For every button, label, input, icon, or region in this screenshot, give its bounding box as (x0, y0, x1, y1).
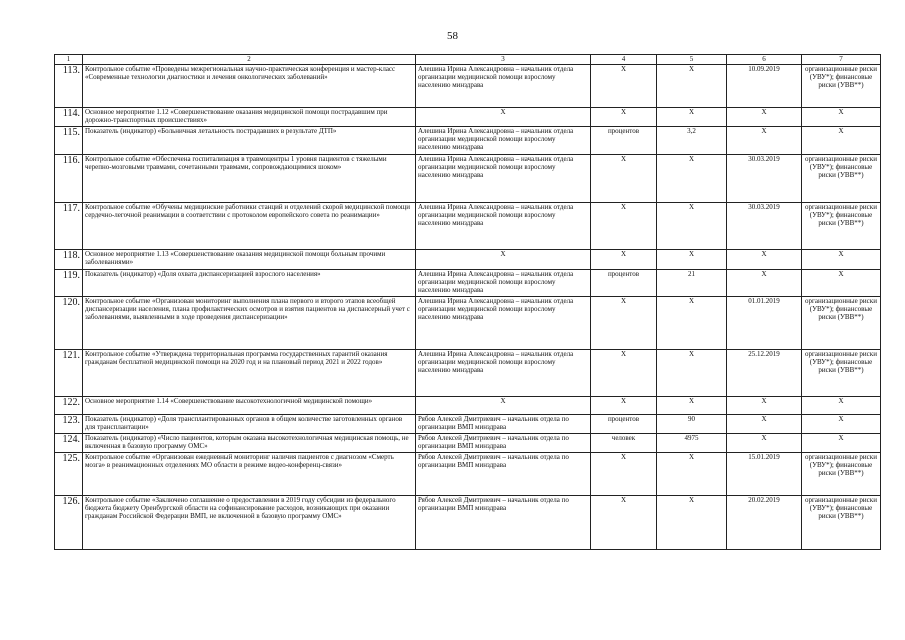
table-row (55, 250, 881, 270)
row-description: Основное мероприятие 1.13 «Совершенствование оказания медицинской помощи больным прочими заболеваниями» (83, 250, 416, 270)
page-number: 58 (447, 30, 458, 42)
row-risks: организационные риски (УВУ*); финансовые риски (УВВ**) (802, 297, 881, 350)
row-responsible: Алешина Ирина Александровна – начальник отдела организации медицинской помощи взрослому населению минздрава (416, 297, 591, 350)
row-unit: процентов (591, 415, 657, 434)
row-responsible: X (416, 397, 591, 415)
row-description: Контрольное событие «Организован мониторинг выполнения плана первого и второго этапов всеобщей диспансеризации населения, плана профилактических осмотров и взятия пациентов на диспансерный учет с заболеваниями, выявленными в ходе проведения диспансеризации» (83, 297, 416, 350)
row-unit: процентов (591, 127, 657, 155)
row-unit: X (591, 453, 657, 496)
row-risks: организационные риски (УВУ*); финансовые риски (УВВ**) (802, 496, 881, 550)
row-risks: X (802, 434, 881, 453)
column-header: 1 (55, 55, 83, 65)
row-value: 4975 (657, 434, 727, 453)
row-description: Контрольное событие «Утверждена территориальная программа государственных гарантий оказания гражданам бесплатной медицинской помощи на 2020 год и на плановый период 2021 и 2022 годов» (83, 350, 416, 397)
row-number: 122. (55, 397, 83, 415)
column-number-row (55, 55, 881, 65)
row-description: Показатель (индикатор) «Число пациентов, которым оказана высокотехнологичная медицинская помощь, не включенная в базовую программу ОМС» (83, 434, 416, 453)
row-description: Контрольное событие «Заключено соглашение о предоставлении в 2019 году субсидии из федерального бюджета бюджету Оренбургской области на софинансирование расходов, возникающих при оказании гражданам Российской Федерации ВМП, не включенной в базовую программу ОМС» (83, 496, 416, 550)
row-number: 115. (55, 127, 83, 155)
row-number: 126. (55, 496, 83, 550)
row-unit: X (591, 155, 657, 203)
row-risks: X (802, 415, 881, 434)
row-unit: X (591, 203, 657, 250)
row-risks: X (802, 108, 881, 127)
column-header: 3 (416, 55, 591, 65)
table-row (55, 203, 881, 250)
table-row (55, 496, 881, 550)
row-description: Контрольное событие «Обучены медицинские работники станций и отделений скорой медицинской помощи сердечно-легочной реанимации в соответствии с протоколом европейского совета по реанимации» (83, 203, 416, 250)
row-date: 30.03.2019 (727, 203, 802, 250)
row-risks: организационные риски (УВУ*); финансовые риски (УВВ**) (802, 155, 881, 203)
row-responsible: X (416, 108, 591, 127)
row-date: X (727, 415, 802, 434)
row-responsible: Алешина Ирина Александровна – начальник отдела организации медицинской помощи взрослому населению минздрава (416, 270, 591, 297)
row-unit: X (591, 496, 657, 550)
row-date: 25.12.2019 (727, 350, 802, 397)
row-date: 30.03.2019 (727, 155, 802, 203)
table-row (55, 453, 881, 496)
row-risks: организационные риски (УВУ*); финансовые риски (УВВ**) (802, 203, 881, 250)
row-unit: X (591, 108, 657, 127)
row-number: 114. (55, 108, 83, 127)
row-unit: X (591, 350, 657, 397)
row-description: Контрольное событие «Обеспечена госпитализация в травмоцентры 1 уровня пациентов с тяжелыми черепно-мозговыми травмами, сочетанными травмами, сопровождающимися шоком» (83, 155, 416, 203)
row-value: X (657, 350, 727, 397)
row-value: 21 (657, 270, 727, 297)
row-number: 118. (55, 250, 83, 270)
row-responsible: Алешина Ирина Александровна – начальник отдела организации медицинской помощи взрослому населению минздрава (416, 155, 591, 203)
row-risks: X (802, 397, 881, 415)
row-number: 124. (55, 434, 83, 453)
row-date: 10.09.2019 (727, 65, 802, 108)
row-number: 113. (55, 65, 83, 108)
row-responsible: Алешина Ирина Александровна – начальник отдела организации медицинской помощи взрослому населению минздрава (416, 127, 591, 155)
table-row (55, 397, 881, 415)
row-responsible: Рябов Алексей Дмитриевич – начальник отдела по организации ВМП минздрава (416, 453, 591, 496)
row-value: X (657, 453, 727, 496)
row-date: X (727, 108, 802, 127)
row-value: X (657, 108, 727, 127)
table-row (55, 297, 881, 350)
table-row (55, 127, 881, 155)
row-value: X (657, 65, 727, 108)
row-date: X (727, 250, 802, 270)
table-row (55, 155, 881, 203)
row-risks: организационные риски (УВУ*); финансовые риски (УВВ**) (802, 350, 881, 397)
row-value: X (657, 496, 727, 550)
row-date: X (727, 270, 802, 297)
row-unit: X (591, 65, 657, 108)
row-unit: процентов (591, 270, 657, 297)
row-date: 01.01.2019 (727, 297, 802, 350)
table-row (55, 434, 881, 453)
row-description: Контрольное событие «Проведены межрегиональная научно-практическая конференция и мастер-класс «Современные технологии диагностики и лечения онкологических заболеваний» (83, 65, 416, 108)
row-date: X (727, 127, 802, 155)
row-number: 117. (55, 203, 83, 250)
row-risks: X (802, 270, 881, 297)
table-row (55, 65, 881, 108)
table-row (55, 108, 881, 127)
row-risks: организационные риски (УВУ*); финансовые риски (УВВ**) (802, 65, 881, 108)
table-row (55, 270, 881, 297)
row-number: 116. (55, 155, 83, 203)
column-header: 2 (83, 55, 416, 65)
row-responsible: Рябов Алексей Дмитриевич – начальник отдела по организации ВМП минздрава (416, 415, 591, 434)
row-responsible: Рябов Алексей Дмитриевич – начальник отдела по организации ВМП минздрава (416, 434, 591, 453)
row-value: X (657, 250, 727, 270)
row-value: X (657, 397, 727, 415)
row-value: X (657, 203, 727, 250)
row-date: X (727, 397, 802, 415)
row-description: Контрольное событие «Организован ежедневный мониторинг наличия пациентов с диагнозом «Смерть мозга» в реанимационных отделениях МО области в режиме видео-конференц-связи» (83, 453, 416, 496)
row-description: Показатель (индикатор) «Доля охвата диспансеризацией взрослого населения» (83, 270, 416, 297)
column-header: 5 (657, 55, 727, 65)
row-description: Показатель (индикатор) «Больничная летальность пострадавших в результате ДТП» (83, 127, 416, 155)
row-responsible: Рябов Алексей Дмитриевич – начальник отдела по организации ВМП минздрава (416, 496, 591, 550)
row-risks: организационные риски (УВУ*); финансовые риски (УВВ**) (802, 453, 881, 496)
column-header: 6 (727, 55, 802, 65)
row-date: X (727, 434, 802, 453)
row-number: 125. (55, 453, 83, 496)
row-responsible: Алешина Ирина Александровна – начальник отдела организации медицинской помощи взрослому населению минздрава (416, 350, 591, 397)
row-value: 3,2 (657, 127, 727, 155)
row-date: 20.02.2019 (727, 496, 802, 550)
row-description: Показатель (индикатор) «Доля трансплантированных органов в общем количестве заготовленных органов для трансплантации» (83, 415, 416, 434)
row-responsible: X (416, 250, 591, 270)
row-risks: X (802, 127, 881, 155)
row-description: Основное мероприятие 1.12 «Совершенствование оказания медицинской помощи пострадавшим при дорожно-транспортных происшествиях» (83, 108, 416, 127)
row-unit: X (591, 250, 657, 270)
row-unit: X (591, 297, 657, 350)
row-description: Основное мероприятие 1.14 «Совершенствование высокотехнологичной медицинской помощи» (83, 397, 416, 415)
row-number: 123. (55, 415, 83, 434)
plan-table (54, 54, 881, 550)
row-unit: X (591, 397, 657, 415)
table-row (55, 415, 881, 434)
row-responsible: Алешина Ирина Александровна – начальник отдела организации медицинской помощи взрослому населению минздрава (416, 65, 591, 108)
table-row (55, 350, 881, 397)
column-header: 4 (591, 55, 657, 65)
row-value: X (657, 155, 727, 203)
row-date: 15.01.2019 (727, 453, 802, 496)
row-value: X (657, 297, 727, 350)
column-header: 7 (802, 55, 881, 65)
row-number: 121. (55, 350, 83, 397)
row-responsible: Алешина Ирина Александровна – начальник отдела организации медицинской помощи взрослому населению минздрава (416, 203, 591, 250)
row-number: 120. (55, 297, 83, 350)
row-number: 119. (55, 270, 83, 297)
row-risks: X (802, 250, 881, 270)
row-value: 90 (657, 415, 727, 434)
row-unit: человек (591, 434, 657, 453)
